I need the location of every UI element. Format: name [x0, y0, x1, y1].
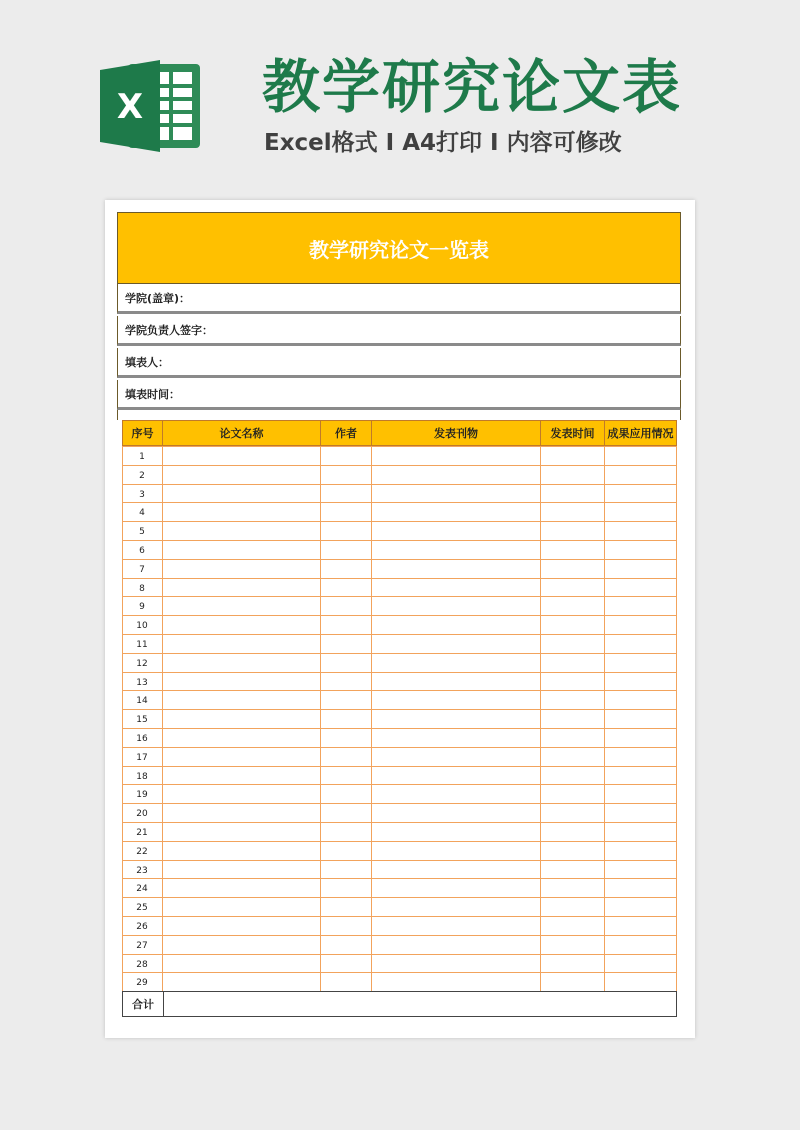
column-header-pub-date: 发表时间 — [540, 420, 605, 446]
table-row-index: 23 — [136, 865, 148, 876]
table-row-index: 4 — [139, 508, 145, 519]
table-row-index: 20 — [136, 809, 148, 820]
info-field-filler[interactable] — [228, 348, 672, 375]
sheet-title: 教学研究论文一览表 — [309, 237, 489, 262]
excel-logo-icon — [100, 58, 202, 154]
info-row-college — [117, 284, 681, 314]
table-row-index: 3 — [139, 489, 145, 500]
table-row-index: 26 — [136, 922, 148, 932]
table-row-index: 10 — [136, 621, 148, 632]
table-row-index: 1 — [139, 452, 145, 462]
grid-lines — [122, 420, 677, 991]
total-value-cell[interactable] — [164, 992, 676, 1016]
column-header-title: 论文名称 — [162, 420, 321, 446]
info-label-filler: 填表人： — [125, 356, 169, 369]
table-row-index: 16 — [136, 734, 148, 744]
table-row-index: 6 — [139, 546, 145, 556]
table-row-index: 18 — [136, 771, 148, 782]
table-row-index: 19 — [136, 790, 148, 801]
table-row-index: 13 — [136, 677, 148, 688]
table-row-index: 28 — [136, 959, 148, 970]
column-header-author: 作者 — [320, 420, 372, 446]
total-row — [122, 991, 677, 1017]
table-row-index: 24 — [136, 884, 148, 895]
info-field-college[interactable] — [228, 284, 672, 311]
total-label: 合计 — [123, 992, 164, 1016]
info-label-fill-date: 填表时间： — [125, 388, 180, 401]
table-row-index: 14 — [136, 696, 148, 707]
table-row-index: 15 — [136, 715, 148, 726]
table-row-index: 8 — [139, 583, 145, 594]
info-row-fill-date — [117, 380, 681, 410]
table-row-index: 12 — [136, 658, 148, 669]
table-row-index: 17 — [136, 752, 148, 763]
form-sheet — [105, 200, 695, 1038]
table-row-index: 5 — [139, 527, 145, 538]
info-field-head-signature[interactable] — [228, 316, 672, 343]
column-header-index: 序号 — [122, 420, 163, 446]
table-row-index: 9 — [139, 602, 145, 613]
table-row-index: 21 — [136, 828, 148, 838]
page-title: 教学研究论文表 — [262, 53, 683, 121]
table-row-index: 27 — [136, 940, 148, 951]
table-row-index: 25 — [136, 903, 148, 914]
page-subtitle: Excel格式 I A4打印 I 内容可修改 — [264, 130, 622, 156]
column-header-application: 成果应用情况 — [604, 420, 677, 446]
info-spacer — [117, 410, 681, 420]
info-row-filler — [117, 348, 681, 378]
table-row-index: 7 — [139, 564, 145, 575]
sheet-banner — [117, 212, 681, 284]
table-row-index: 29 — [136, 978, 148, 989]
table-row-index: 2 — [139, 470, 145, 481]
info-label-college: 学院(盖章)： — [125, 292, 191, 305]
logo-letter: X — [116, 87, 144, 127]
paper-table — [122, 420, 677, 991]
info-row-head-signature — [117, 316, 681, 346]
info-label-head-signature: 学院负责人签字： — [125, 324, 213, 337]
table-row-index: 11 — [136, 640, 148, 650]
table-row-index: 22 — [136, 846, 148, 857]
info-field-fill-date[interactable] — [228, 380, 672, 407]
column-header-journal: 发表刊物 — [371, 420, 541, 446]
